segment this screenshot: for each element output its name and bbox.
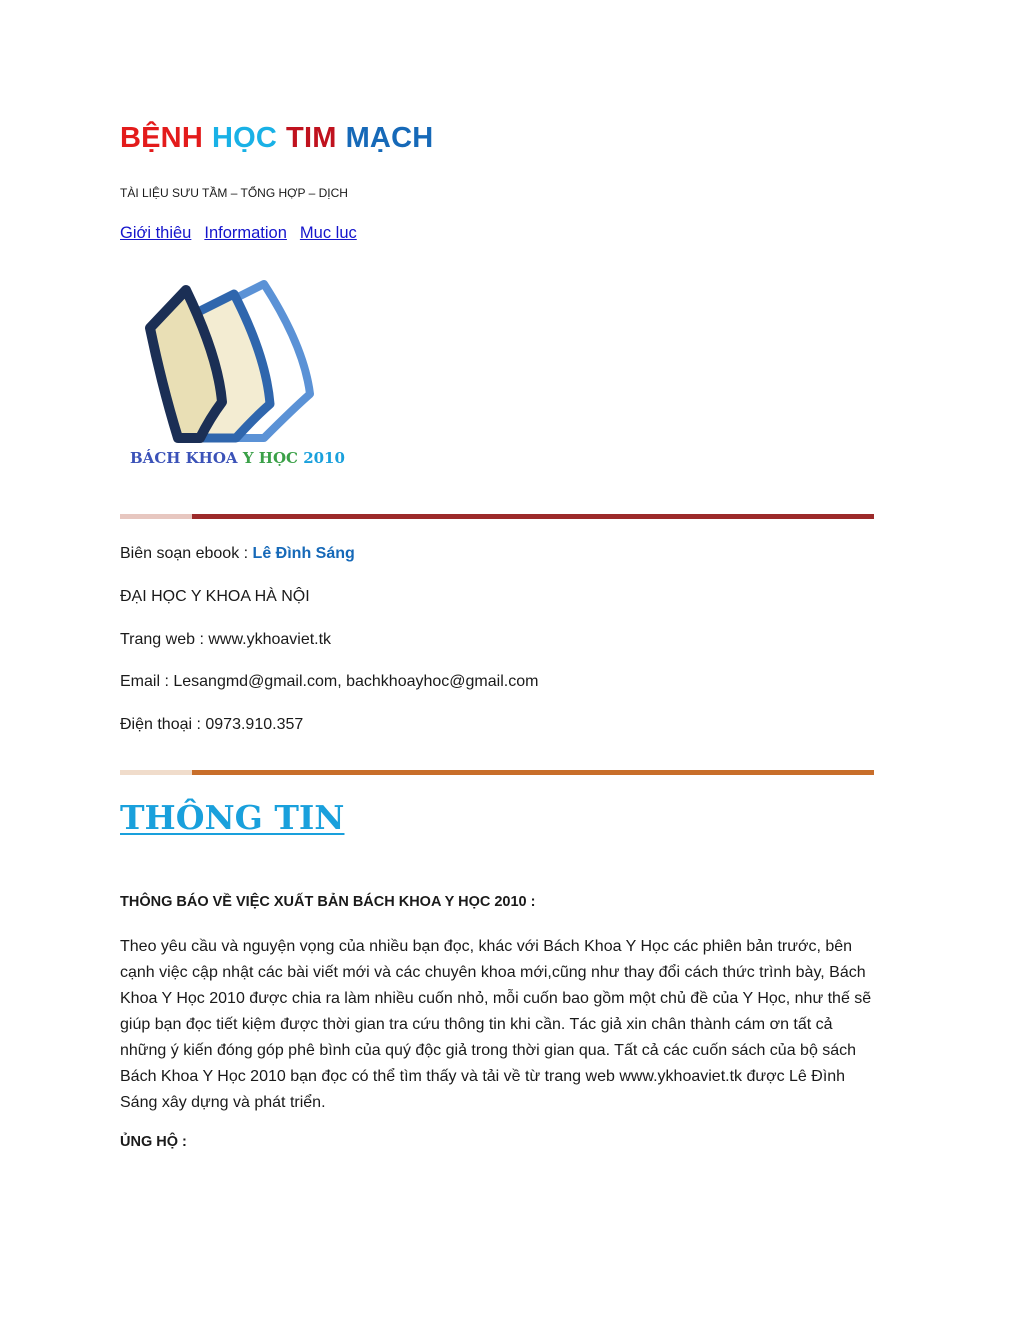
divider-top	[120, 514, 874, 519]
divider-bottom-left-segment	[120, 770, 192, 775]
divider-top-left-segment	[120, 514, 192, 519]
nav-link-gioi-thieu[interactable]: Giới thiêu	[120, 224, 192, 242]
notice-title: THÔNG BÁO VỀ VIỆC XUẤT BẢN BÁCH KHOA Y HỌC 2010 :	[120, 894, 536, 910]
notice-line: những ý kiến đóng góp phê bình của quý độc giả trong thời gian qua. Tất cả các cuốn sách của bộ sách	[120, 1042, 857, 1059]
support-title: ỦNG HỘ :	[120, 1134, 187, 1150]
notice-line: cạnh việc cập nhật các bài viết mới và các chuyên khoa mới,cũng như thay đổi cách thức trình bày, Bách	[120, 964, 866, 981]
notice-paragraph	[120, 934, 910, 1116]
logo-text-y: Y	[242, 449, 254, 467]
section-heading-thong-tin[interactable]: THÔNG TIN	[120, 798, 345, 837]
editor-name: Lê Đình Sáng	[252, 545, 355, 562]
university-line: ĐẠI HỌC Y KHOA HÀ NỘI	[120, 588, 310, 605]
document-title	[120, 122, 442, 155]
divider-top-right-segment	[192, 514, 874, 519]
notice-line: giúp bạn đọc tiết kiệm được thời gian tra cứu thông tin khi cần. Tác giả xin chân thành cám ơn tất cả	[120, 1016, 833, 1033]
divider-bottom-right-segment	[192, 770, 874, 775]
editor-label: Biên soạn ebook :	[120, 545, 253, 562]
notice-line: Sáng xây dựng và phát triển.	[120, 1094, 326, 1111]
nav-link-muc-luc[interactable]: Muc luc	[299, 224, 357, 242]
divider-bottom	[120, 770, 874, 775]
notice-line: Khoa Y Học 2010 được chia ra làm nhiều cuốn nhỏ, mỗi cuốn bao gồm một chủ đề của Y Học, như thế sẽ	[120, 990, 872, 1007]
nav-links	[120, 224, 370, 243]
website-line: Trang web : www.ykhoaviet.tk	[120, 631, 332, 648]
title-word-tim: TIM	[286, 122, 337, 154]
notice-line: Theo yêu cầu và nguyện vọng của nhiều bạn đọc, khác với Bách Khoa Y Học các phiên bản trước, bên	[120, 938, 853, 955]
logo-text-hoc: HỌC	[258, 449, 298, 467]
editor-line	[120, 545, 355, 563]
title-word-hoc: HỌC	[211, 122, 278, 154]
email-line: Email : Lesangmd@gmail.com, bachkhoayhoc@gmail.com	[120, 673, 539, 690]
title-word-mach: MẠCH	[345, 122, 434, 154]
document-subtitle: TÀI LIỆU SƯU TẦM – TỔNG HỢP – DỊCH	[120, 186, 348, 200]
logo-text-bach-khoa: BÁCH KHOA	[130, 449, 238, 467]
nav-link-information[interactable]: Information	[204, 224, 287, 242]
phone-line: Điện thoại : 0973.910.357	[120, 716, 304, 733]
three-books-logo-icon	[126, 276, 336, 476]
title-word-benh: BỆNH	[120, 122, 203, 154]
notice-line: Bách Khoa Y Học 2010 bạn đọc có thể tìm thấy và tải về từ trang web www.ykhoaviet.tk được Lê Đình	[120, 1068, 846, 1085]
logo-text-2010: 2010	[303, 449, 345, 467]
logo-caption	[130, 449, 345, 467]
